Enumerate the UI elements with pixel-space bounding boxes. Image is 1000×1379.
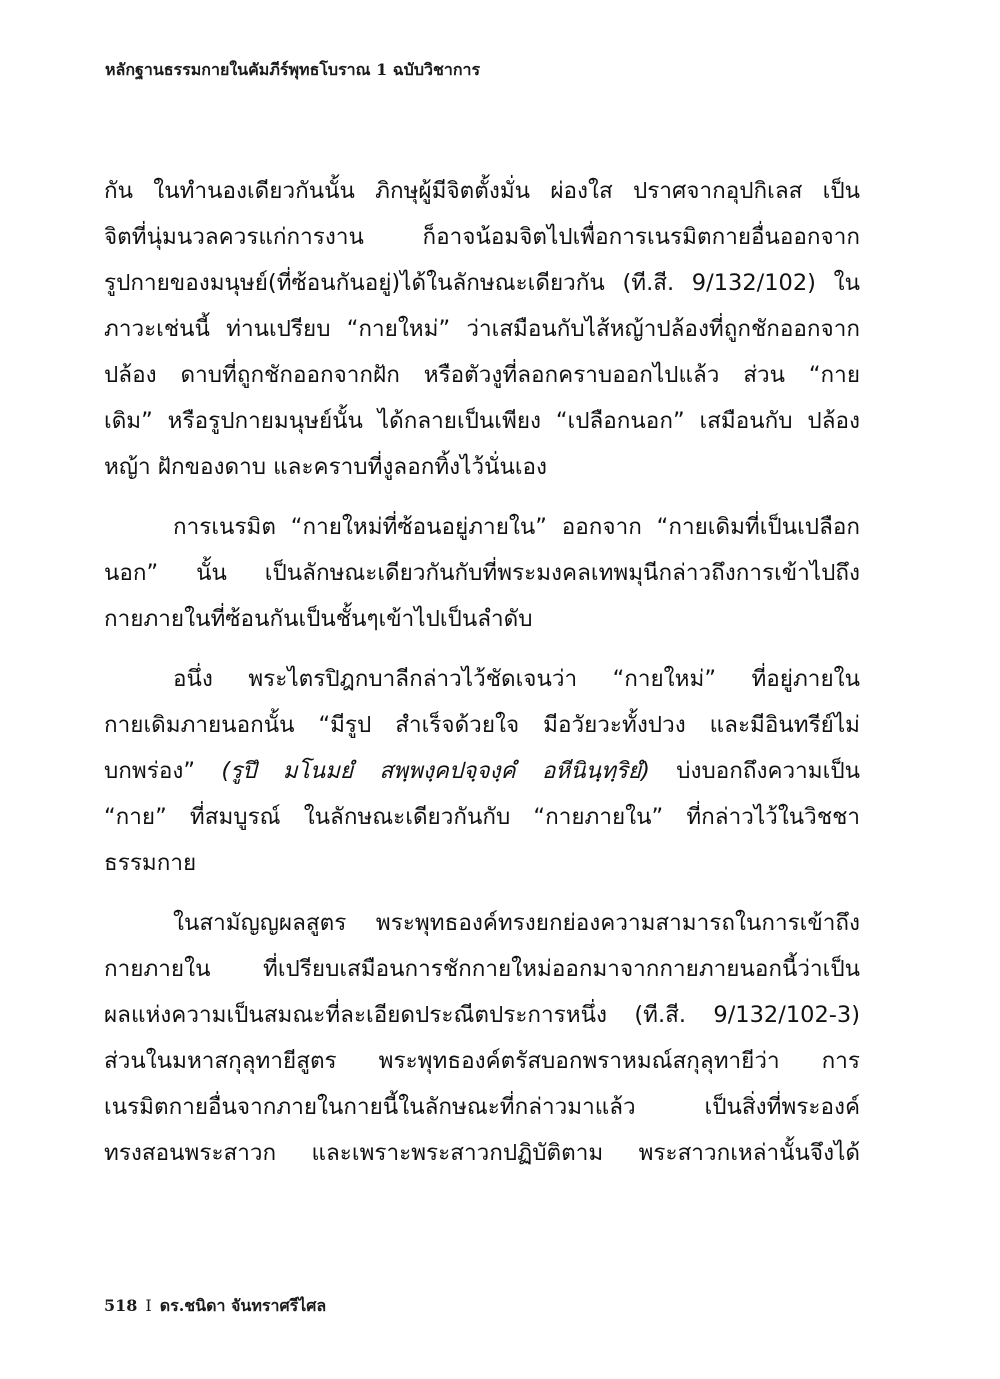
paragraph-gap <box>104 886 860 900</box>
text-line: ธรรมกาย <box>104 850 197 876</box>
footer-separator: I <box>145 1296 152 1315</box>
text-line: กายเดิมภายนอกนั้น “มีรูป สำเร็จด้วยใจ มีอวัยวะทั้งปวง และมีอินทรีย์ไม่ <box>104 712 860 738</box>
text-line: “กาย” ที่สมบูรณ์ ในลักษณะเดียวกันกับ “กายภายใน” ที่กล่าวไว้ในวิชชา <box>104 804 860 830</box>
text-line: เนรมิตกายอื่นจากภายในกายนี้ในลักษณะที่กล่าวมาแล้ว เป็นสิ่งที่พระองค์ <box>104 1094 860 1120</box>
page-footer <box>104 1294 326 1318</box>
text-line: รูปกายของมนุษย์(ที่ซ้อนกันอยู่)ได้ในลักษณะเดียวกัน (ที.สี. 9/132/102) ใน <box>104 270 860 296</box>
paragraph-4 <box>104 900 860 1176</box>
text-segment: บกพร่อง” <box>104 758 195 784</box>
text-line: อนึ่ง พระไตรปิฎกบาลีกล่าวไว้ชัดเจนว่า “กายใหม่” ที่อยู่ภายใน <box>173 666 860 692</box>
text-line: นอก” นั้น เป็นลักษณะเดียวกันกับที่พระมงคลเทพมุนีกล่าวถึงการเข้าไปถึง <box>104 560 860 586</box>
paragraph-gap <box>104 490 860 504</box>
text-line: จิตที่นุ่มนวลควรแก่การงาน ก็อาจน้อมจิตไปเพื่อการเนรมิตกายอื่นออกจาก <box>104 224 860 250</box>
text-line: กัน ในทำนองเดียวกันนั้น ภิกษุผู้มีจิตตั้งมั่น ผ่องใส ปราศจากอุปกิเลส เป็น <box>104 178 860 204</box>
text-line-with-pali <box>104 748 860 794</box>
text-line: ภาวะเช่นนี้ ท่านเปรียบ “กายใหม่” ว่าเสมือนกับไส้หญ้าปล้องที่ถูกชักออกจาก <box>104 316 860 342</box>
text-line: ส่วนในมหาสกุลุทายีสูตร พระพุทธองค์ตรัสบอกพราหมณ์สกุลุทายีว่า การ <box>104 1048 860 1074</box>
text-line: กายภายใน ที่เปรียบเสมือนการชักกายใหม่ออกมาจากกายภายนอกนี้ว่าเป็น <box>104 956 860 982</box>
text-line: เดิม” หรือรูปกายมนุษย์นั้น ได้กลายเป็นเพียง “เปลือกนอก” เสมือนกับ ปล้อง <box>104 408 860 434</box>
author-name: ดร.ชนิดา จันทราศรีไศล <box>159 1296 327 1315</box>
running-header: หลักฐานธรรมกายในคัมภีร์พุทธโบราณ 1 ฉบับวิชาการ <box>105 60 481 79</box>
text-line: ทรงสอนพระสาวก และเพราะพระสาวกปฏิบัติตาม พระสาวกเหล่านั้นจึงได้ <box>104 1140 860 1166</box>
page-number: 518 <box>104 1296 138 1315</box>
text-line: การเนรมิต “กายใหม่ที่ซ้อนอยู่ภายใน” ออกจาก “กายเดิมที่เป็นเปลือก <box>173 514 860 540</box>
text-line: ปล้อง ดาบที่ถูกชักออกจากฝัก หรือตัวงูที่ลอกคราบออกไปแล้ว ส่วน “กาย <box>104 362 860 388</box>
text-line: หญ้า ฝักของดาบ และคราบที่งูลอกทิ้งไว้นั่นเอง <box>104 454 548 480</box>
paragraph-2 <box>104 504 860 642</box>
text-segment: บ่งบอกถึงความเป็น <box>676 758 860 784</box>
paragraph-gap <box>104 642 860 656</box>
body-text <box>104 168 860 1176</box>
text-line: ในสามัญญผลสูตร พระพุทธองค์ทรงยกย่องความสามารถในการเข้าถึง <box>173 910 860 936</box>
paragraph-3 <box>104 656 860 886</box>
paragraph-1 <box>104 168 860 490</box>
pali-quote: (รูปึ มโนมยํ สพฺพงฺคปจฺจงฺคํ อหีนินฺทฺริยํ) <box>221 758 650 784</box>
text-line: ผลแห่งความเป็นสมณะที่ละเอียดประณีตประการหนึ่ง (ที.สี. 9/132/102-3) <box>104 1002 860 1028</box>
text-line: กายภายในที่ซ้อนกันเป็นชั้นๆเข้าไปเป็นลำดับ <box>104 606 533 632</box>
